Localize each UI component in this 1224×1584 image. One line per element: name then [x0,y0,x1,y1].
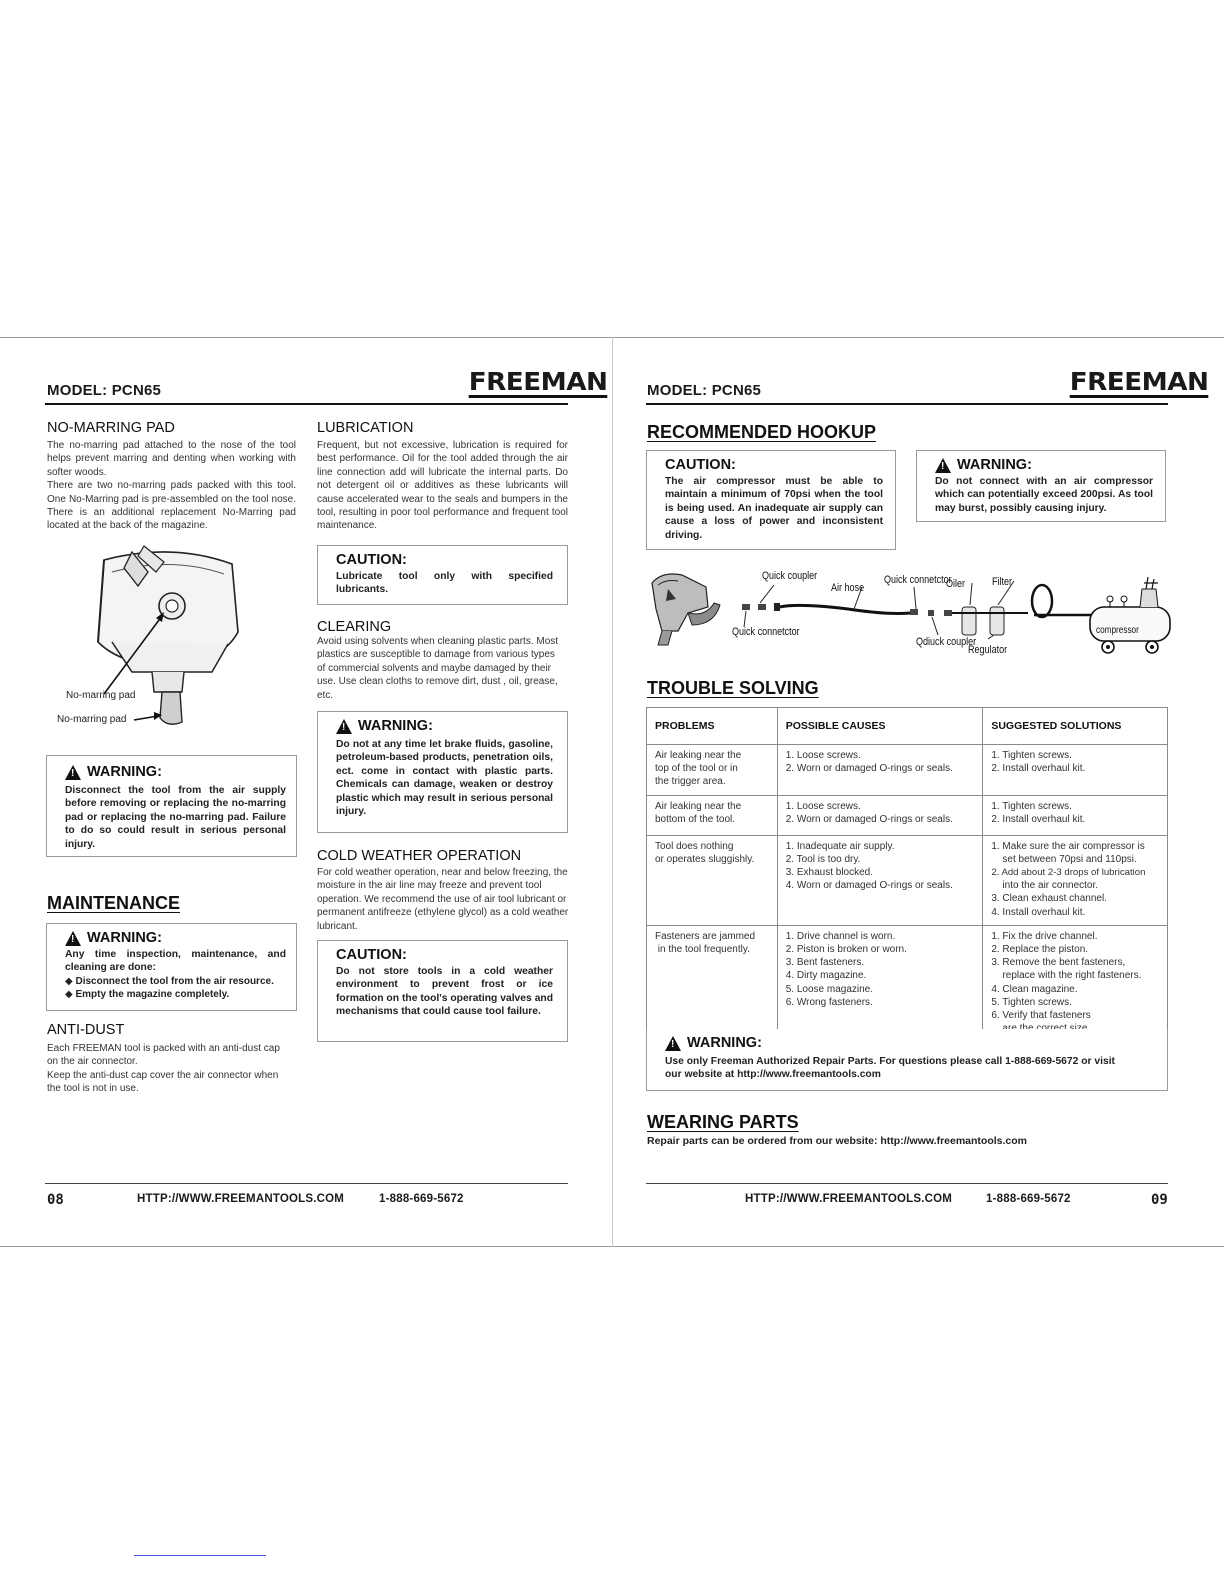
maintenance-intro: Any time inspection, maintenance, and cleaning are done: [65,949,286,974]
trouble-table [646,707,1168,1042]
warning-line-2: our website at http://www.freemantools.com [665,1069,881,1081]
column-header-solutions: SUGGESTED SOLUTIONS [983,708,1168,745]
warning-title: ! WARNING: [65,764,286,780]
warning-text: Do not at any time let brake fluids, gasoline, petroleum-based products, penetration oils, ect. come in contact with plastic parts. Chemicals can damage, weaken or destroy plastic which may result in serious personal injury. [336,739,553,818]
freeman-logo: FREEMAN [468,367,608,396]
footer-url: HTTP://WWW.FREEMANTOOLS.COM [137,1193,345,1205]
warning-box-hookup [916,450,1166,522]
footer-rule [45,1183,568,1184]
table-row [647,835,1168,925]
no-marring-text: The no-marring pad attached to the nose of the tool helps prevent marring and denting when working with softer woods. There are two no-marring pads packed with this tool. One No-Marring pad is pre-assembled on the tool nose. There is an additional replacement No-Marring pad located at the back of the magazine. [47,440,296,532]
label-quick-connector-top: Quick connetctor [884,574,952,586]
problem-cell: Tool does nothing or operates sluggishly. [647,835,778,925]
footer-phone: 1-888-669-5672 [379,1193,464,1205]
caution-text: Do not store tools in a cold weather environment to prevent frost or ice formation on the tool's operating valves and mechanisms that could cause tool failure. [336,966,553,1018]
table-header-row [647,708,1168,745]
label-compressor: compressor [1096,625,1139,636]
table-row [647,745,1168,796]
warning-box-maintenance [46,923,297,1011]
nailer-nose-illustration [52,542,252,732]
caution-title: CAUTION: [665,457,736,473]
maintenance-bullet: ◆ Empty the magazine completely. [65,989,230,1001]
table-row [647,795,1168,835]
caution-text: Lubricate tool only with specified lubricants. [336,571,553,596]
caution-title: CAUTION: [336,947,407,963]
warning-line-1: Use only Freeman Authorized Repair Parts. For questions please call 1-888-669-5672 or visit [665,1056,1115,1067]
column-header-problems: PROBLEMS [647,708,778,745]
footer-rule [646,1183,1168,1184]
warning-text: Do not connect with an air compressor which can potentially exceed 200psi. As tool may burst, possibly causing injury. [935,476,1153,514]
page-number: 09 [1151,1192,1168,1208]
no-marring-label-2: No-marring pad [57,714,127,725]
solutions-cell: 1. Tighten screws. 2. Install overhaul kit. [983,795,1168,835]
label-quick-coupler-bottom: Qdiuck coupler [916,636,977,648]
warning-text: Disconnect the tool from the air supply before removing or replacing the no-marring pad or replacing the no-marring pad. Failure to do so could result in serious personal injury. [65,785,286,850]
problem-cell: Air leaking near the bottom of the tool. [647,795,778,835]
cold-weather-heading: COLD WEATHER OPERATION [317,848,522,864]
page-08 [0,337,612,1247]
warning-title: ! WARNING: [65,930,286,946]
clearing-text: Avoid using solvents when cleaning plastic parts. Most plastics are susceptible to damage from various types of commercial solvents and maybe damaged by their use. Use clean cloths to remove dirt, dust , oil, grease, etc. [317,636,559,701]
lubrication-text: Frequent, but not excessive, lubrication is required for best performance. Oil for the tool added through the air line connection add will lubricate the internal parts. Do not detergent oil or additives as these lubricants will cause accelerated wear to the seals and bumpers in the tool, resulting in poor tool performance and frequent tool maintenance. [317,440,568,532]
warning-icon [336,719,352,734]
wearing-parts-text: Repair parts can be ordered from our website: http://www.freemantools.com [647,1135,1028,1147]
warning-box-no-marring [46,755,297,857]
page-number: 08 [47,1192,64,1208]
footer-url: HTTP://WWW.FREEMANTOOLS.COM [745,1193,953,1205]
caution-text: The air compressor must be able to maintain a minimum of 70psi when the tool is being used. An inadequate air supply can cause a loss of power and inconsistent driving. [665,476,883,541]
label-air-hose: Air hose [831,582,865,594]
column-header-causes: POSSIBLE CAUSES [777,708,983,745]
warning-title: ! WARNING: [336,718,553,734]
caution-box-hookup [646,450,896,550]
label-oiler: Oiler [946,578,966,590]
warning-title: ! WARNING: [935,457,1153,473]
warning-box-repair-parts [646,1029,1168,1091]
footer-phone: 1-888-669-5672 [986,1193,1071,1205]
warning-icon [65,931,81,946]
cold-weather-text: For cold weather operation, near and below freezing, the moisture in the air line may freeze and prevent tool operation. We recommend the use of air tool lubricant or permanent antifreeze (ethylene glycol) as a cold weather lubricant. [317,867,569,932]
caution-box-cold-weather [317,940,568,1042]
warning-title: ! WARNING: [665,1035,1157,1051]
caution-title: CAUTION: [336,552,407,568]
warning-box-clearing [317,711,568,833]
warning-icon [665,1036,681,1051]
maintenance-bullet: ◆ Disconnect the tool from the air resource. [65,975,274,987]
causes-cell: 1. Loose screws. 2. Worn or damaged O-rings or seals. [777,795,983,835]
lubrication-heading: LUBRICATION [317,420,414,436]
header-rule [45,403,568,405]
model-label: MODEL: PCN65 [647,382,762,399]
solutions-cell: 1. Fix the drive channel. 2. Replace the piston. 3. Remove the bent fasteners, replace with the right fasteners. 4. Clean magazine. 5. Tighten screws. 6. Verify that fasteners [983,925,1168,1042]
no-marring-label-1: No-marring pad [66,690,136,701]
table-row [647,925,1168,1042]
wearing-parts-heading: WEARING PARTS [647,1112,799,1132]
problem-cell: Fasteners are jammed in the tool frequently. [647,925,778,1042]
label-quick-coupler-top: Quick coupler [762,570,818,582]
label-regulator: Regulator [968,644,1008,656]
anti-dust-text: Each FREEMAN tool is packed with an anti-dust cap on the air connector. Keep the anti-dust cap cover the air connector when the tool is not in use. [47,1043,280,1095]
header-rule [646,403,1168,405]
hookup-heading: RECOMMENDED HOOKUP [647,422,877,442]
solutions-cell: 1. Tighten screws. 2. Install overhaul kit. [983,745,1168,796]
warning-icon [65,765,81,780]
label-filter: Filter [992,576,1013,588]
freeman-logo: FREEMAN [1069,367,1209,396]
anti-dust-heading: ANTI-DUST [47,1022,125,1038]
clearing-heading: CLEARING [317,619,392,635]
no-marring-heading: NO-MARRING PAD [47,420,175,436]
problem-cell: Air leaking near the top of the tool or in the trigger area. [647,745,778,796]
link-underline [134,1555,266,1556]
causes-cell: 1. Loose screws. 2. Worn or damaged O-rings or seals. [777,745,983,796]
trouble-heading: TROUBLE SOLVING [647,678,819,698]
maintenance-heading: MAINTENANCE [47,893,180,913]
causes-cell: 1. Drive channel is worn. 2. Piston is broken or worn. 3. Bent fasteners. 4. Dirty magazine. 5. Loose magazine. 6. Wrong fasteners. [777,925,983,1042]
page-09 [612,337,1224,1247]
model-label: MODEL: PCN65 [47,382,162,399]
solutions-cell: 1. Make sure the air compressor is set between 70psi and 110psi. 2. Add about 2-3 drops of lubrication into the air connector. 3. Clean exhaust channel. 4. Install overhaul kit. [983,835,1168,925]
caution-box-lubrication [317,545,568,605]
causes-cell: 1. Inadequate air supply. 2. Tool is too dry. 3. Exhaust blocked. 4. Worn or damaged O-rings or seals. [777,835,983,925]
label-quick-connector-bottom: Quick connetctor [732,626,800,638]
warning-icon [935,458,951,473]
